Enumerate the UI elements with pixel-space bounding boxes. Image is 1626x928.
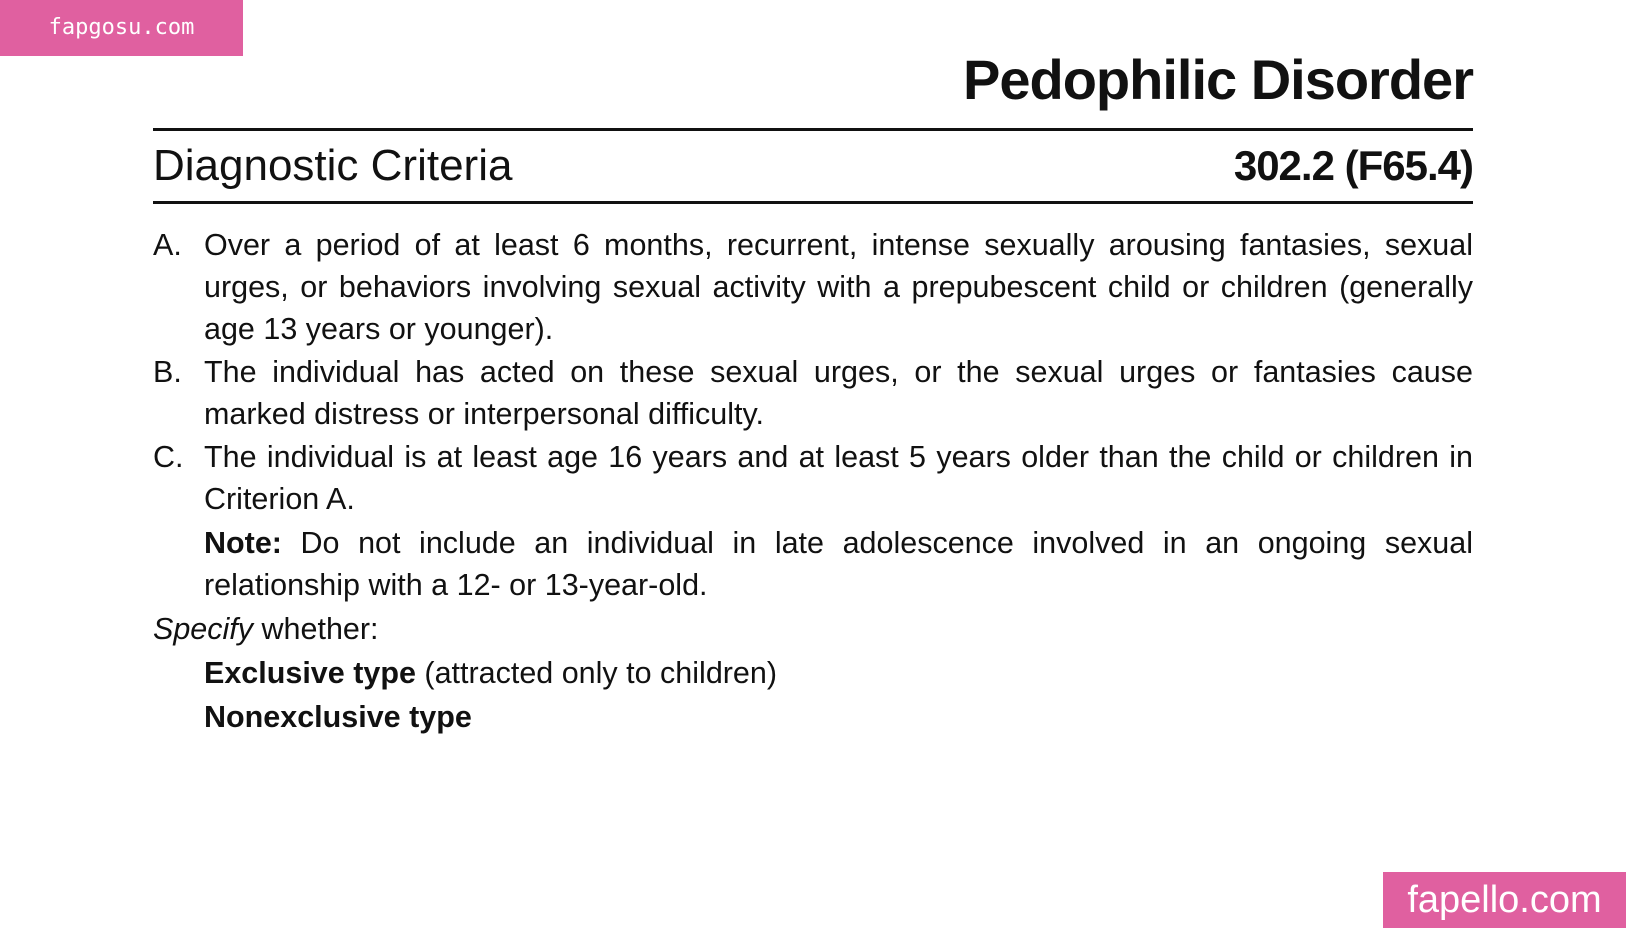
criterion-text: Over a period of at least 6 months, recurrent, intense sexually arousing fantasies, sexual urges, or behaviors involving sexual activity with a prepubescent child or children (generally age 13 years or younger). [204, 228, 1473, 346]
criterion-text: The individual is at least age 16 years and at least 5 years older than the child or children in Criterion A. [204, 440, 1473, 516]
watermark-bottom-right: fapello.com [1383, 872, 1626, 928]
subtype-detail: (attracted only to children) [424, 656, 778, 690]
criterion-note [204, 522, 1473, 606]
criterion-text: The individual has acted on these sexual urges, or the sexual urges or fantasies cause marked distress or interpersonal difficulty. [204, 355, 1473, 431]
subtype-name: Nonexclusive type [204, 700, 472, 734]
subtype-exclusive [204, 652, 1473, 694]
criterion-letter: C. [153, 440, 184, 474]
subtype-nonexclusive [204, 696, 1473, 738]
subtype-name: Exclusive type [204, 656, 416, 690]
criteria-header-bar [153, 128, 1473, 204]
page-title: Pedophilic Disorder [963, 48, 1473, 111]
specify-label: Specify [153, 612, 254, 646]
specify-text: whether: [261, 612, 379, 646]
note-label: Note: [204, 526, 282, 560]
criterion-a [153, 224, 1473, 350]
criterion-c [153, 436, 1473, 520]
criterion-b [153, 351, 1473, 435]
specify-line [153, 608, 1473, 650]
criteria-body [153, 224, 1473, 738]
diagnostic-code: 302.2 (F65.4) [1233, 142, 1473, 189]
watermark-top-left: fapgosu.com [0, 0, 243, 56]
criterion-letter: A. [153, 228, 182, 262]
document-page [153, 40, 1473, 738]
criteria-heading: Diagnostic Criteria [153, 141, 513, 190]
note-text: Do not include an individual in late adolescence involved in an ongoing sexual relationship with a 12- or 13-year-old. [204, 526, 1473, 602]
criterion-letter: B. [153, 355, 182, 389]
